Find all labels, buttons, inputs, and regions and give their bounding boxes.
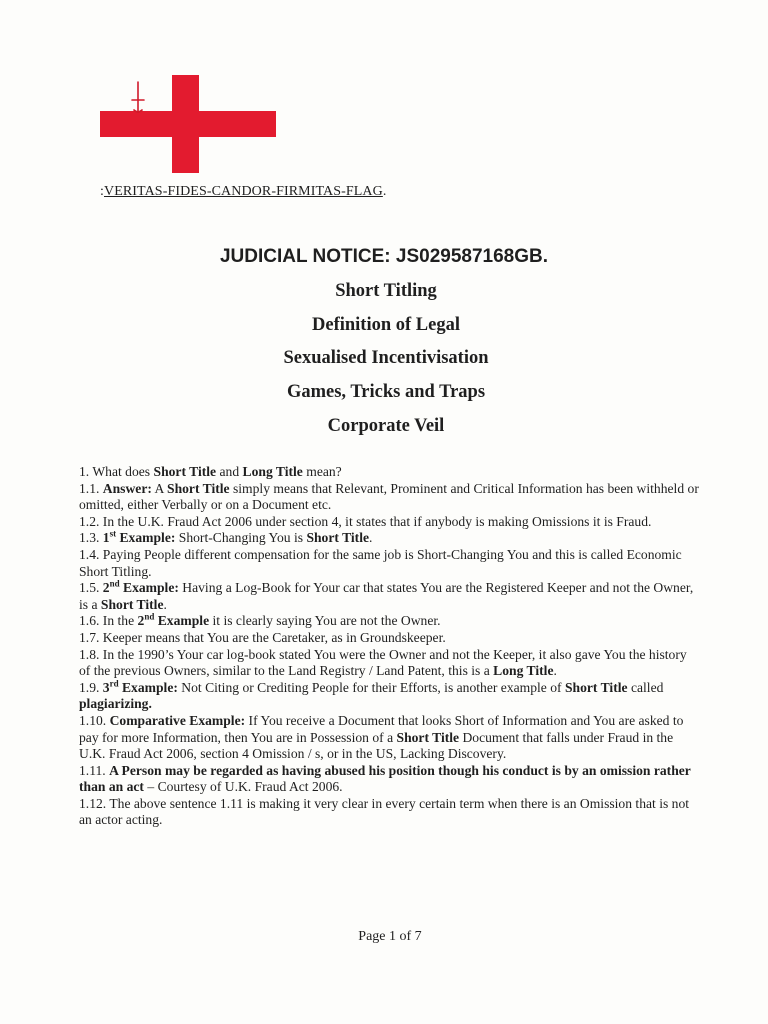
paragraph-run: 1.8. In the 1990’s Your car log-book stated You were the Owner and not the Keeper, it also gave You the history of the previous Owners, similar to the Land Registry / Land Patent, this is a	[79, 646, 687, 679]
paragraph-run: Example:	[116, 530, 176, 546]
paragraph-run: Short Title	[167, 480, 230, 496]
paragraph-run: called	[627, 679, 664, 695]
paragraph-run: Example:	[119, 580, 179, 596]
paragraph-run: Long Title	[242, 464, 303, 479]
paragraph	[79, 481, 699, 514]
paragraph-run: Answer:	[102, 480, 152, 496]
paragraph	[79, 630, 699, 647]
paragraph	[79, 580, 699, 613]
paragraph-run: Not Citing or Crediting People for their Efforts, is another example of	[177, 679, 565, 695]
paragraph	[79, 613, 699, 630]
paragraph	[79, 713, 699, 763]
paragraph-run: Short Title	[100, 596, 164, 612]
paragraph-run: it is clearly saying You are not the Owner.	[209, 613, 441, 629]
paragraph-run: 1.9.	[79, 679, 103, 695]
paragraph	[79, 514, 699, 531]
paragraph-run: Comparative Example:	[109, 712, 246, 728]
paragraph-run: Long Title	[493, 663, 554, 679]
paragraph-run: A Person may be regarded as having abused his position though his conduct is by an omission rather than an act	[79, 762, 691, 795]
paragraph-run: 1. What does	[79, 464, 154, 479]
paragraph-run: 1.2. In the U.K. Fraud Act 2006 under section 4, it states that if anybody is making Omissions it is Fraud.	[79, 513, 652, 529]
paragraph-run: Short Title	[306, 530, 370, 546]
subtitle-games: Games, Tricks and Traps	[286, 382, 486, 402]
paragraph	[79, 680, 699, 713]
paragraph-run: 1.1.	[79, 480, 103, 496]
paragraph-run: Example:	[118, 679, 178, 695]
paragraph-run: 1	[102, 530, 110, 546]
paragraph	[79, 530, 699, 547]
paragraph-run: Having a Log-Book for Your car that states You are the Registered Keeper and not the Owner, is a	[79, 580, 694, 612]
dagger-icon	[128, 80, 148, 114]
paragraph	[79, 763, 699, 796]
paragraph-run: A	[151, 480, 168, 496]
paragraph-run: 1.4. Paying People different compensation for the same job is Short-Changing You and this is called Economic Short Titling.	[79, 546, 682, 579]
paragraph-run: 1.7. Keeper means that You are the Caretaker, as in Groundskeeper.	[79, 629, 446, 645]
paragraph-run: .	[553, 663, 557, 679]
paragraph-run: Short Title	[564, 679, 628, 695]
paragraph-run: 1.3.	[79, 530, 103, 546]
cross-flag	[100, 75, 276, 173]
paragraph-run: 2	[102, 580, 110, 596]
paragraph-run: plagiarizing.	[79, 696, 152, 712]
paragraph-run: – Courtesy of U.K. Fraud Act 2006.	[143, 779, 343, 795]
paragraph-run: 3	[102, 679, 110, 695]
motto-suffix: .	[382, 184, 387, 199]
document-body	[79, 464, 699, 829]
paragraph-run: 1.5.	[79, 580, 103, 596]
paragraph-run: and	[216, 464, 243, 479]
paragraph-run: Short Title	[153, 464, 217, 479]
page-number: Page 1 of 7	[358, 929, 422, 944]
paragraph-run: st	[109, 528, 117, 539]
paragraph	[79, 547, 699, 580]
paragraph-run: .	[369, 530, 373, 546]
subtitle-corporate-veil: Corporate Veil	[327, 416, 445, 436]
motto-text: VERITAS-FIDES-CANDOR-FIRMITAS-FLAG	[104, 184, 383, 199]
paragraph-run: 1.10.	[79, 712, 110, 728]
paragraph-run: 1.11.	[79, 762, 110, 778]
motto	[100, 184, 386, 200]
paragraph-run: rd	[109, 678, 119, 689]
paragraph-run: 2	[137, 613, 145, 629]
paragraph	[79, 796, 699, 829]
paragraph-run: mean?	[302, 464, 342, 479]
subtitle-definition: Definition of Legal	[312, 315, 460, 335]
flag-vertical-bar	[172, 75, 199, 173]
paragraph	[79, 647, 699, 680]
paragraph-run: nd	[109, 578, 120, 589]
paragraph	[79, 464, 699, 481]
paragraph-run: 1.6. In the	[79, 613, 138, 629]
paragraph-run: 1.12. The above sentence 1.11 is making it very clear in every certain term when there is an Omission that is not an actor acting.	[79, 795, 690, 828]
paragraph-run: nd	[144, 611, 155, 622]
paragraph-run: simply means that Relevant, Prominent and Critical Information has been withheld or omitted, either Verbally or on a Document etc.	[79, 480, 699, 513]
notice-title: JUDICIAL NOTICE: JS029587168GB.	[219, 246, 549, 267]
paragraph-run: Example	[154, 613, 210, 629]
subtitle-incentivisation: Sexualised Incentivisation	[283, 348, 489, 368]
paragraph-run: Document that falls under Fraud in the U.K. Fraud Act 2006, section 4 Omission / s, or in the US, Lacking Discovery.	[79, 729, 674, 762]
paragraph-run: Short-Changing You is	[175, 530, 307, 546]
paragraph-run: .	[163, 596, 167, 612]
paragraph-run: If You receive a Document that looks Short of Information and You are asked to pay for more Information, then You are in Possession of a	[79, 712, 684, 745]
subtitle-short-titling: Short Titling	[335, 281, 437, 301]
motto-prefix: :	[100, 184, 104, 199]
paragraph-run: Short Title	[396, 729, 460, 745]
